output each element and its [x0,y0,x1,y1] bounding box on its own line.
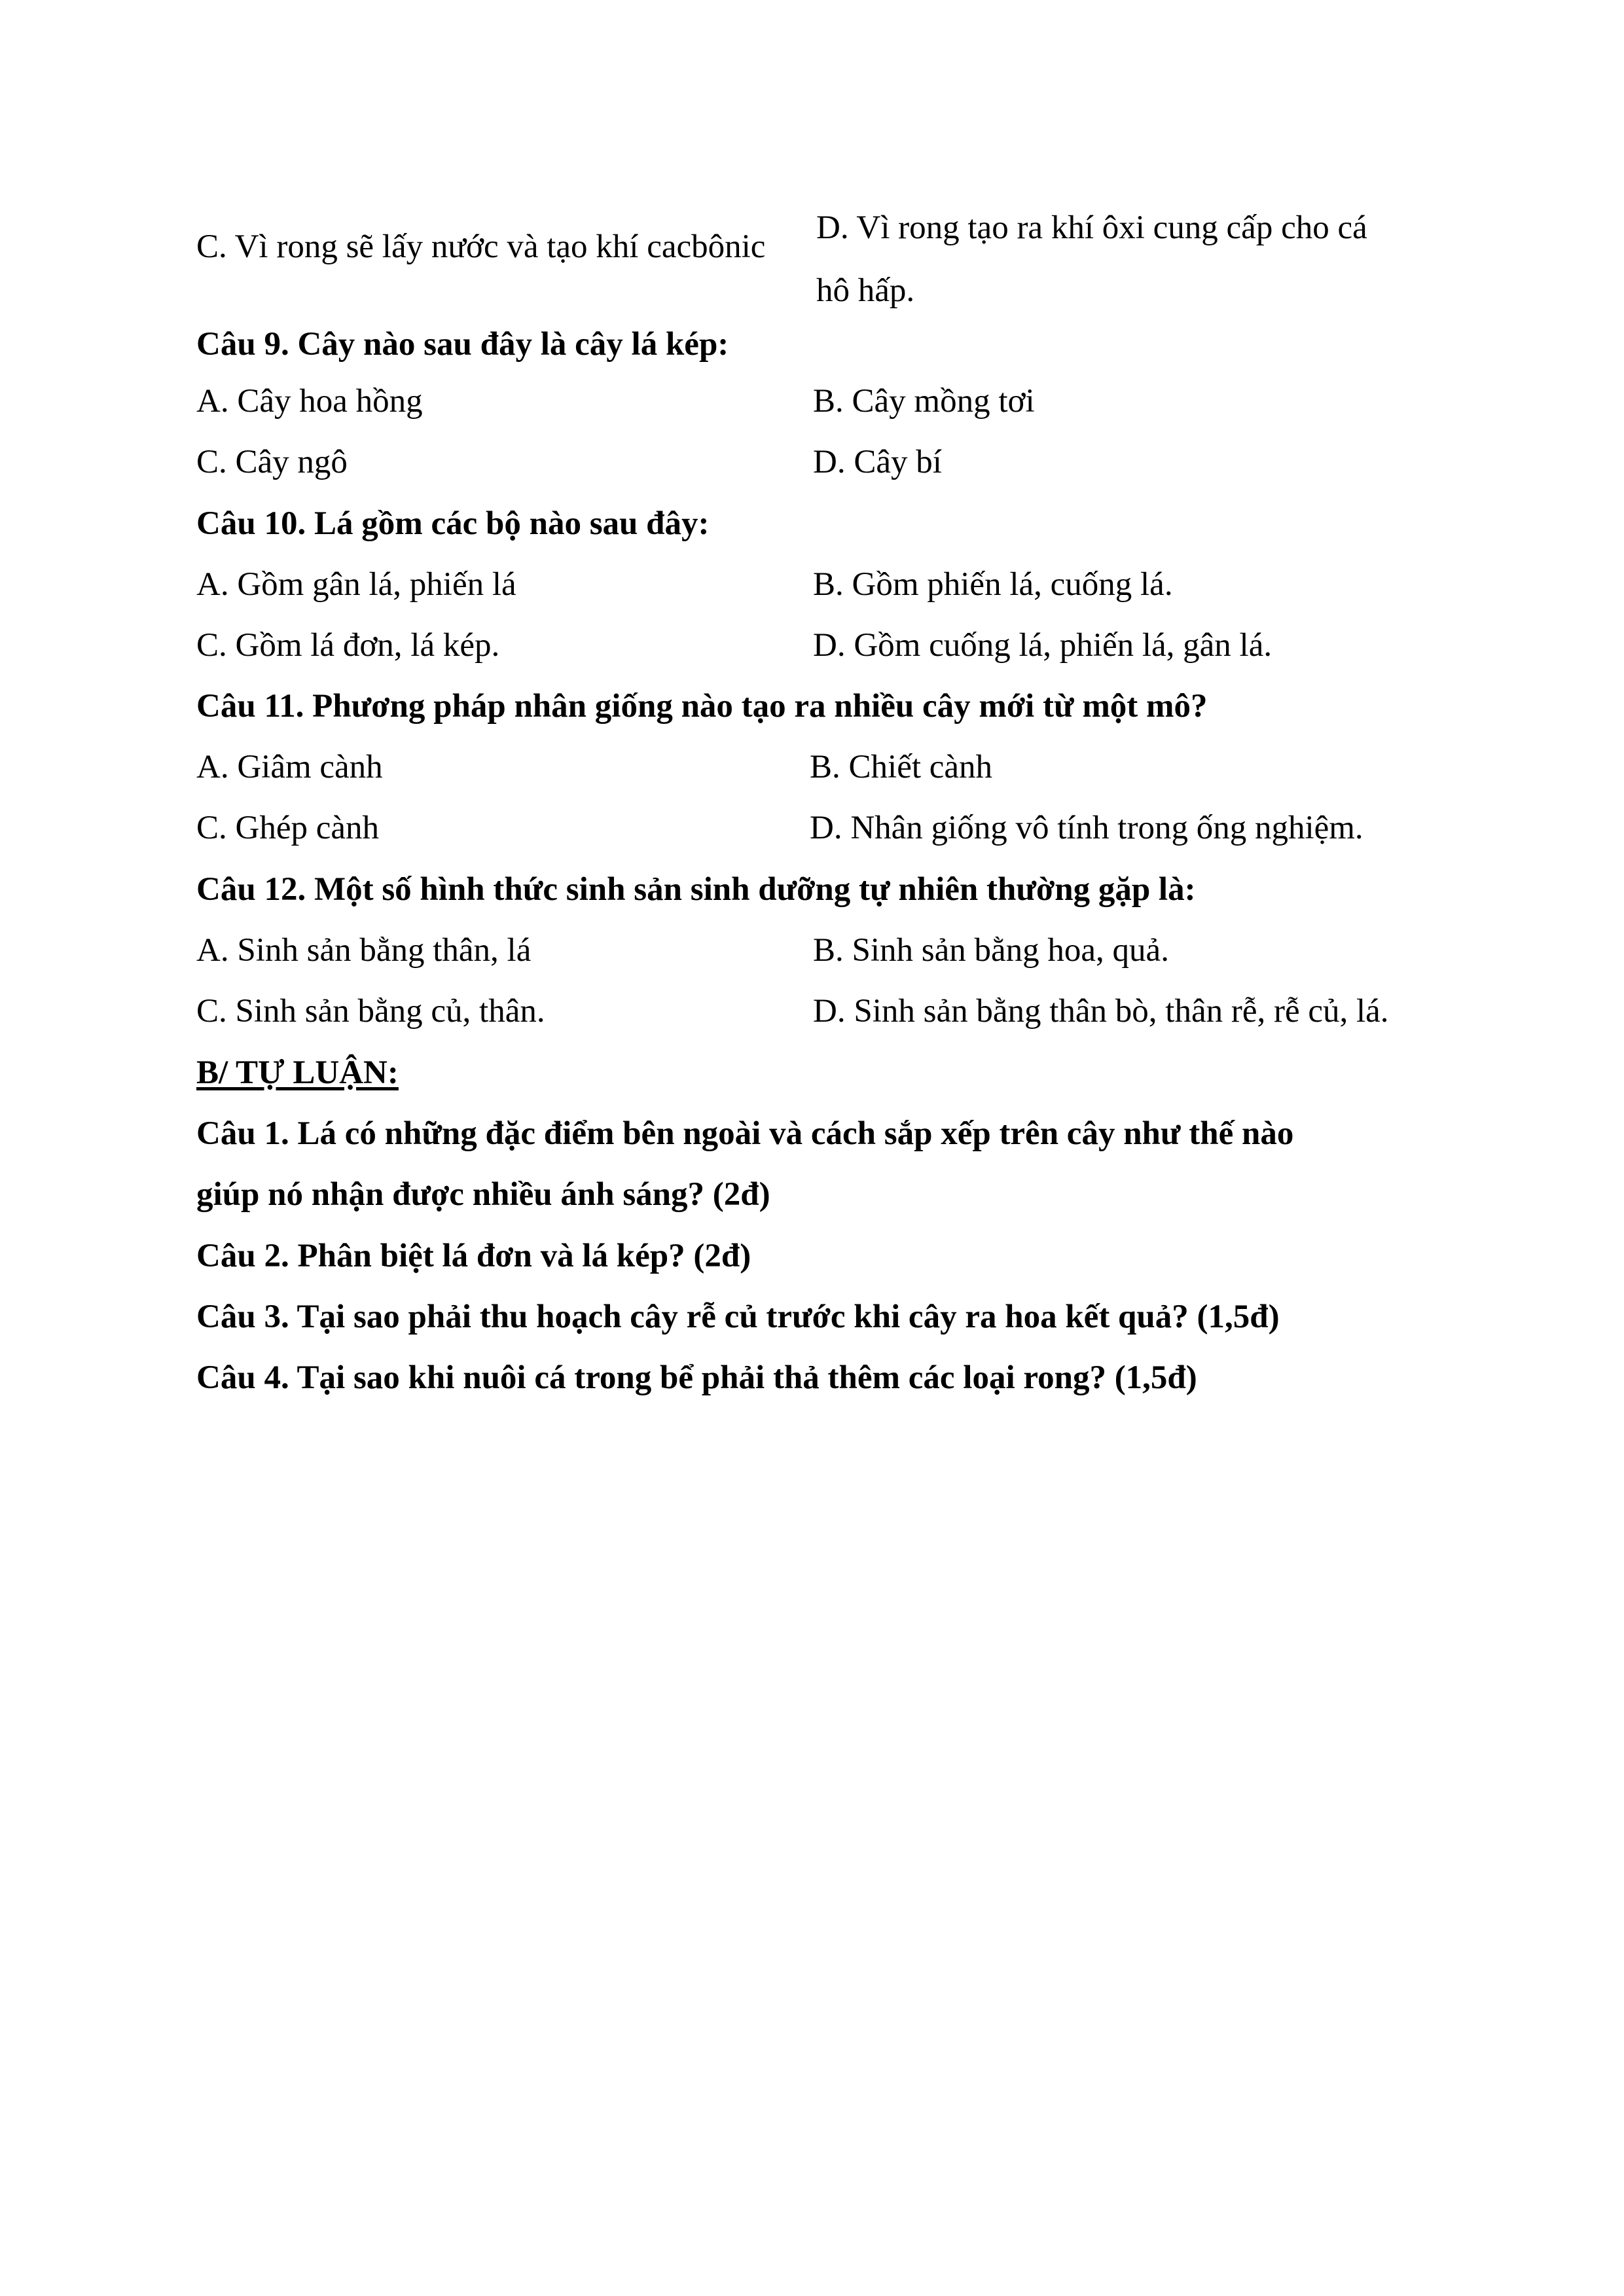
essay-heading: B/ TỰ LUẬN: [196,1054,399,1091]
q12-question: Câu 12. Một số hình thức sinh sản sinh dưỡng tự nhiên thường gặp là: [196,871,1196,908]
q10-option-d: D. Gồm cuống lá, phiến lá, gân lá. [813,627,1272,664]
q8-option-c: C. Vì rong sẽ lấy nước và tạo khí cacbônic [196,228,766,265]
q8-option-d-line1: D. Vì rong tạo ra khí ôxi cung cấp cho cá [816,209,1367,246]
q9-option-c: C. Cây ngô [196,444,348,480]
q11-option-b: B. Chiết cành [810,749,993,785]
q9-option-d: D. Cây bí [813,444,942,480]
q11-option-c: C. Ghép cành [196,810,380,846]
essay-q2: Câu 2. Phân biệt lá đơn và lá kép? (2đ) [196,1238,751,1274]
q11-option-d: D. Nhân giống vô tính trong ống nghiệm. [810,810,1363,846]
q8-option-d-line2: hô hấp. [816,272,915,309]
q11-question: Câu 11. Phương pháp nhân giống nào tạo ra nhiều cây mới từ một mô? [196,688,1208,725]
q12-option-b: B. Sinh sản bằng hoa, quả. [813,932,1169,969]
q10-question: Câu 10. Lá gồm các bộ nào sau đây: [196,505,710,542]
q12-option-c: C. Sinh sản bằng củ, thân. [196,993,545,1030]
q8-option-d [816,196,1471,322]
q12-option-a: A. Sinh sản bằng thân, lá [196,932,532,969]
essay-q1-line1: Câu 1. Lá có những đặc điểm bên ngoài và cách sắp xếp trên cây như thế nào [196,1115,1294,1152]
q10-option-b: B. Gồm phiến lá, cuống lá. [813,566,1173,603]
q11-option-a: A. Giâm cành [196,749,383,785]
q10-option-a: A. Gồm gân lá, phiến lá [196,566,516,603]
q9-question: Câu 9. Cây nào sau đây là cây lá kép: [196,326,729,363]
q9-option-a: A. Cây hoa hồng [196,383,423,420]
q12-option-d: D. Sinh sản bằng thân bò, thân rễ, rễ củ, lá. [813,993,1389,1030]
essay-q4: Câu 4. Tại sao khi nuôi cá trong bể phải thả thêm các loại rong? (1,5đ) [196,1359,1197,1396]
q10-option-c: C. Gồm lá đơn, lá kép. [196,627,500,664]
essay-q1-line2: giúp nó nhận được nhiều ánh sáng? (2đ) [196,1176,770,1213]
essay-q3: Câu 3. Tại sao phải thu hoạch cây rễ củ trước khi cây ra hoa kết quả? (1,5đ) [196,1299,1280,1335]
q9-option-b: B. Cây mồng tơi [813,383,1035,420]
